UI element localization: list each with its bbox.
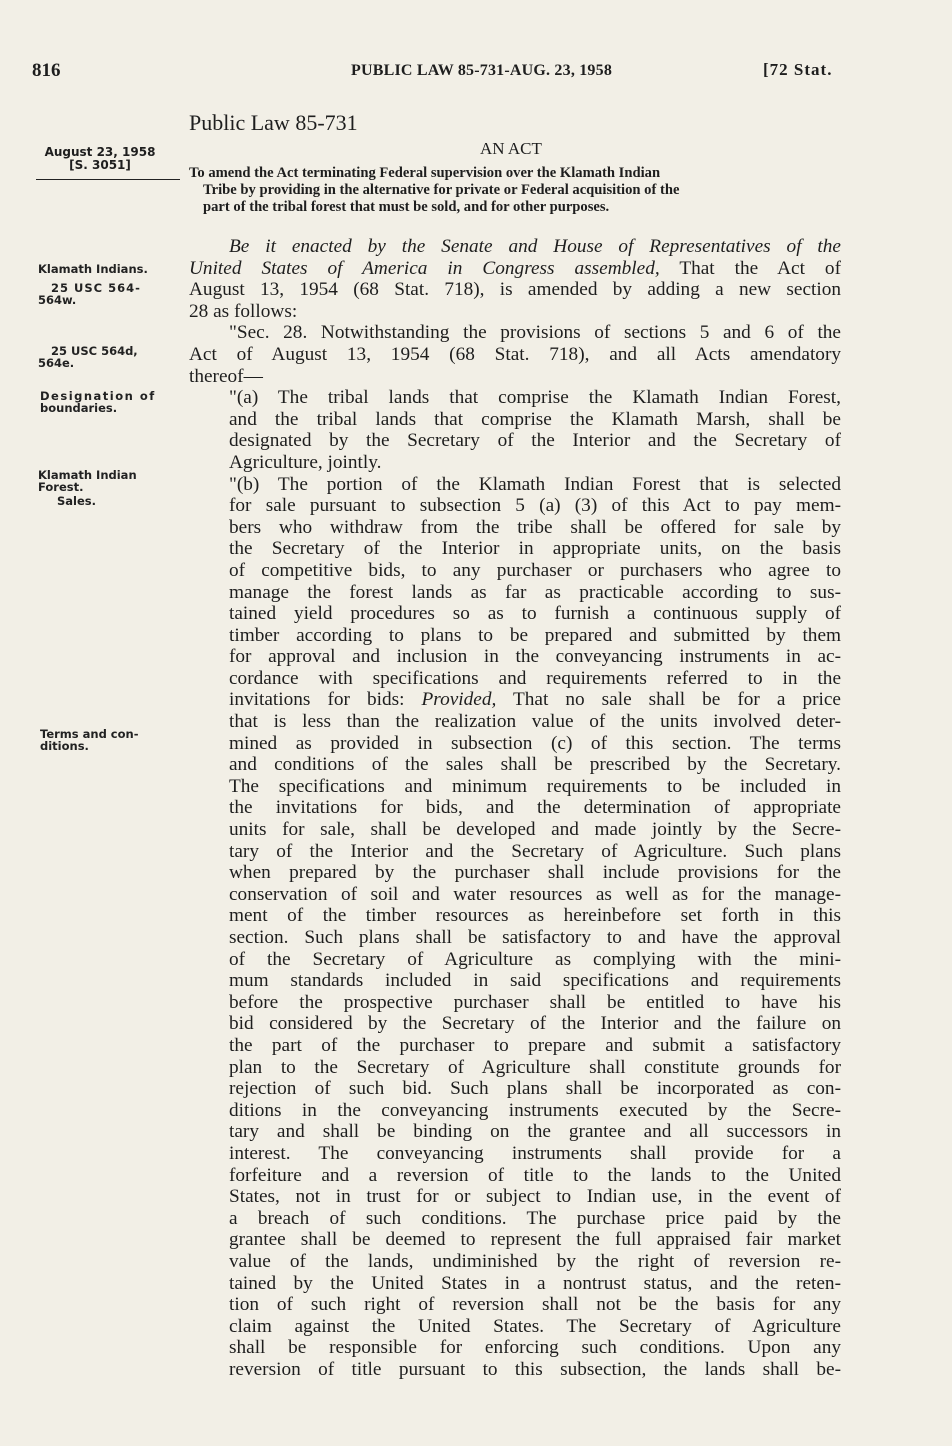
body-line: August 13, 1954 (68 Stat. 718), is amended by adding a new section [189,279,841,301]
section-28-heading: "Sec. 28. Notwithstanding the provisions of sections 5 and 6 of the [229,322,841,344]
body-line: bid considered by the Secretary of the Interior and the failure on [229,1013,841,1035]
subsection-a: "(a) The tribal lands that comprise the Klamath Indian Forest, [229,387,841,409]
purpose-line: part of the tribal forest that must be sold, and for other purposes. [203,199,610,215]
body-line: rejection of such bid. Such plans shall be incorporated as con- [229,1078,841,1100]
purpose-line: Tribe by providing in the alternative for private or Federal acquisition of the [203,182,680,198]
statute-reference: [72 Stat. [763,60,833,79]
enactment-date-note [38,146,162,172]
body-line: mum standards included in said specifications and requirements [229,970,841,992]
body-line: States, not in trust for or subject to Indian use, in the event of [229,1186,841,1208]
body-line: a breach of such conditions. The purchase price paid by the [229,1207,841,1229]
purpose-line: To amend the Act terminating Federal supervision over the Klamath Indian [189,165,661,181]
body-line: ment of the timber resources as hereinbefore set forth in this [229,905,841,927]
body-line: that is less than the realization value of the units involved deter- [229,711,841,733]
margin-note-forest-sales: Forest. [38,480,84,494]
body-line: tained yield procedures so as to furnish a continuous supply of [229,603,841,625]
body-line: cordance with specifications and requirements referred to in the [229,667,841,689]
body-line: 28 as follows: [189,300,298,322]
margin-note-klamath-indians: Klamath Indians. [38,262,148,276]
body-line: forfeiture and a reversion of title to the lands to the United [229,1164,841,1186]
body-line: Agriculture, jointly. [229,451,382,473]
body-line: bers who withdraw from the tribe shall be offered for sale by [229,516,841,538]
body-line: tion of such right of reversion shall not be the basis for any [229,1294,841,1316]
body-line: Act of August 13, 1954 (68 Stat. 718), and all Acts amendatory [189,343,841,365]
body-line: of the Secretary of Agriculture as complying with the mini- [229,948,841,970]
body-line: reversion of title pursuant to this subsection, the lands shall be- [229,1358,841,1380]
body-line: tained by the United States in a nontrust status, and the reten- [229,1272,841,1294]
margin-note-forest-sales: Klamath Indian [38,468,137,482]
body-line: interest. The conveyancing instruments shall provide for a [229,1142,841,1164]
body-line: tary of the Interior and the Secretary of Agriculture. Such plans [229,840,841,862]
body-line: and the tribal lands that comprise the Klamath Marsh, shall be [229,408,841,430]
body-line: shall be responsible for enforcing such conditions. Upon any [229,1337,841,1359]
act-purpose [189,165,839,216]
margin-note-usc-citation: 25 USC 564- [51,281,141,295]
margin-note-designation: Designation of [40,389,156,403]
body-line: section. Such plans shall be satisfactory to and have the approval [229,927,841,948]
body-line: for approval and inclusion in the conveyancing instruments in ac- [229,646,841,668]
body-line: for sale pursuant to subsection 5 (a) (3) of this Act to pay mem- [229,495,841,517]
body-line: thereof— [189,365,263,387]
public-law-title: Public Law 85-731 [189,110,358,135]
act-heading: AN ACT [480,139,542,158]
body-line: timber according to plans to be prepared and submitted by them [229,624,841,646]
body-line: ditions in the conveyancing instruments executed by the Secre- [229,1099,841,1121]
body-line: units for sale, shall be developed and made jointly by the Secre- [229,819,841,841]
act-body [189,236,841,1380]
body-line: value of the lands, undiminished by the right of reversion re- [229,1250,841,1272]
running-title: PUBLIC LAW 85-731-AUG. 23, 1958 [351,62,613,79]
body-line: designated by the Secretary of the Interior and the Secretary of [229,430,841,452]
body-line: The specifications and minimum requirements to be included in [229,775,841,797]
body-line: the invitations for bids, and the determination of appropriate [229,797,841,819]
body-line: before the prospective purchaser shall be entitled to have his [229,991,841,1013]
margin-note-usc-citation: 564w. [38,293,77,307]
margin-note-forest-sales: Sales. [57,494,96,508]
body-line: when prepared by the purchaser shall include provisions for the [229,862,841,884]
body-line: conservation of soil and water resources as well as for the manage- [229,883,841,905]
body-line: tary and shall be binding on the grantee and all successors in [229,1121,841,1143]
body-line: manage the forest lands as far as practicable according to sus- [229,581,841,603]
body-line: plan to the Secretary of Agriculture shall constitute grounds for [229,1056,841,1078]
body-line: claim against the United States. The Secretary of Agriculture [229,1315,841,1337]
margin-note-terms: Terms and con- [40,727,139,741]
margin-note-terms: ditions. [40,739,89,753]
margin-note-usc-citation: 25 USC 564d, [51,344,138,358]
body-line: United States of America in Congress assembled, That the Act of [189,257,841,279]
enactment-date: August 23, 1958 [44,145,156,159]
body-line: and conditions of the sales shall be prescribed by the Secretary. [229,754,841,776]
body-line: the Secretary of the Interior in appropriate units, on the basis [229,538,841,560]
margin-note-designation: boundaries. [40,401,118,415]
body-line: the part of the purchaser to prepare and submit a satisfactory [229,1034,841,1056]
margin-note-usc-citation: 564e. [38,356,75,370]
body-line: Be it enacted by the Senate and House of Representatives of the [229,236,841,257]
body-line: grantee shall be deemed to represent the full appraised fair market [229,1229,841,1251]
subsection-b: "(b) The portion of the Klamath Indian Forest that is selected [229,473,841,495]
body-line: of competitive bids, to any purchaser or purchasers who agree to [229,559,841,581]
date-divider [36,179,180,180]
body-line: mined as provided in subsection (c) of this section. The terms [229,732,841,754]
page-number: 816 [32,60,61,81]
senate-bill-number: [S. 3051] [69,158,131,172]
body-line: invitations for bids: Provided, That no sale shall be for a price [229,689,841,711]
